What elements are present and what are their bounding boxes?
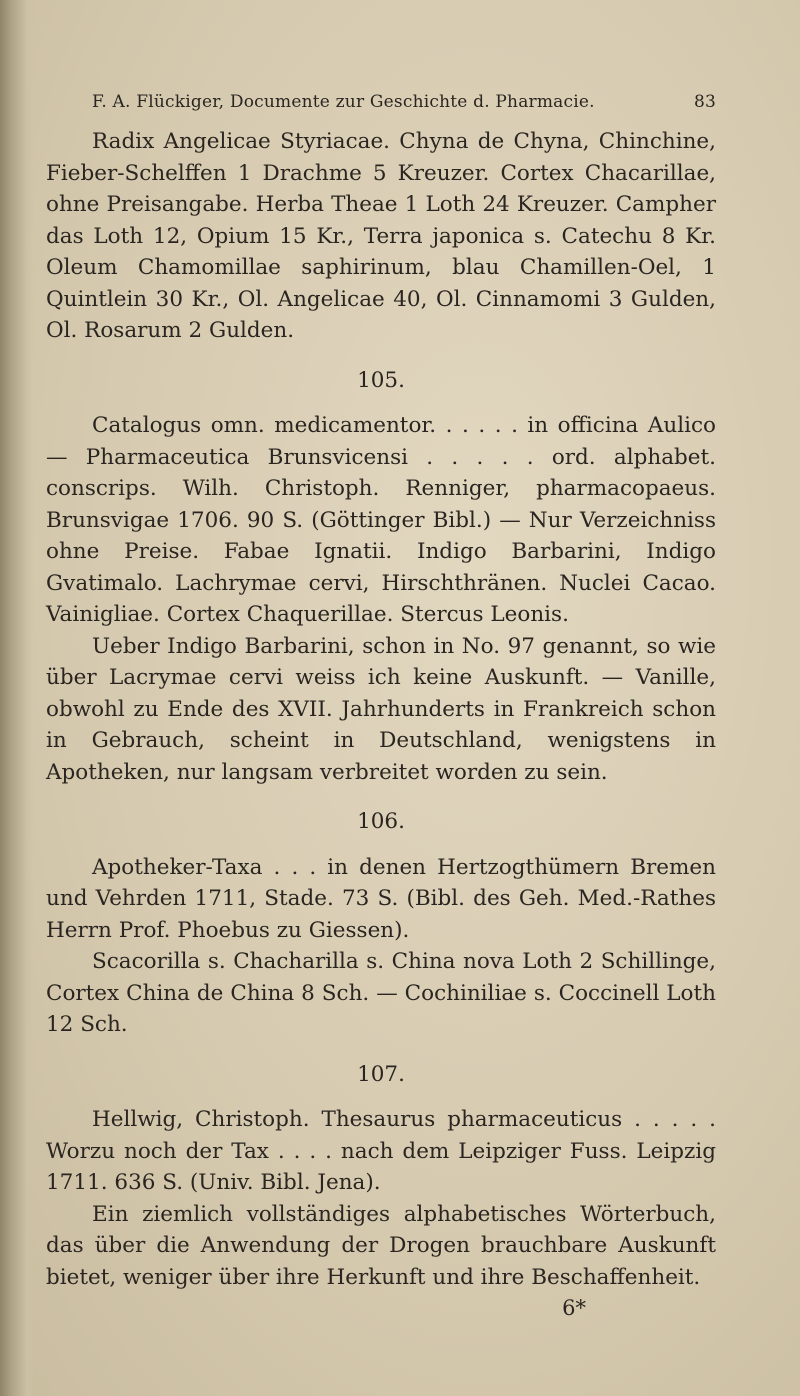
book-spine-shadow <box>0 0 34 1396</box>
entry-106-items: Scacorilla s. Chacharilla s. China nova Loth 2 Schillinge, Cortex China de China 8 Sch. — Cochiniliae s. Coccinell Loth 12 Sch. <box>46 949 716 1037</box>
entry-107-commentary: Ein ziemlich vollständiges alphabetisches Wörterbuch, das über die Anwendung der Drogen brauchbare Auskunft bietet, weniger über ihre Herkunft und ihre Beschaffenheit. <box>46 1201 716 1290</box>
entry-number-105: 105. <box>357 367 405 393</box>
running-title: F. A. Flückiger, Documente zur Geschichte d. Pharmacie. <box>92 92 595 112</box>
entry-105-citation: Catalogus omn. medicamentor. . . . . . in officina Aulico — Pharmaceutica Brunsvicensi . . . . . ord. alphabet. conscrips. Wilh. Christoph. Renniger, pharmacopaeus. Brunsvigae 1706. 90 S. (Göttinger Bibl.) — Nur Verzeichniss ohne Preise. Fabae Ignatii. Indigo Barbarini, Indigo Gvatimalo. Lachrymae cervi, Hirschthränen. Nuclei Cacao. Vainigliae. Cortex Chaquerillae. Stercus Leonis. <box>46 413 716 627</box>
entry-number-106: 106. <box>357 809 405 834</box>
entry-105-commentary: Ueber Indigo Barbarini, schon in No. 97 genannt, so wie über Lacrymae cervi weiss ich keine Auskunft. — Vanille, obwohl zu Ende des XVII. Jahrhunderts in Frankreich schon in Gebrauch, scheint in Deutschland, wenigstens in Apotheken, nur langsam verbreitet worden zu sein. <box>46 633 716 785</box>
entry-104-text: Radix Angelicae Styriacae. Chyna de Chyna, Chinchine, Fieber-Schelffen 1 Drachme 5 Kreuzer. Cortex Chacarillae, ohne Preisangabe. Herba Theae 1 Loth 24 Kreuzer. Campher das Loth 12, Opium 15 Kr., Terra japonica s. Catechu 8 Kr. Oleum Chamomillae saphirinum, blau Chamillen-Oel, 1 Quintlein 30 Kr., Ol. Angelicae 40, Ol. Cinnamomi 3 Gulden, Ol. Rosarum 2 Gulden. <box>46 129 716 343</box>
entry-107-citation: Hellwig, Christoph. Thesaurus pharmaceuticus . . . . . Worzu noch der Tax . . . . nach dem Leipziger Fuss. Leipzig 1711. 636 S. (Univ. Bibl. Jena). <box>46 1107 716 1195</box>
entry-number-107: 107. <box>357 1061 405 1087</box>
running-header <box>92 92 716 126</box>
page-content <box>46 92 716 1323</box>
page-number: 83 <box>693 92 716 112</box>
signature-mark: 6* <box>562 1296 586 1320</box>
entry-106-citation: Apotheker-Taxa . . . in denen Hertzogthümern Bremen und Vehrden 1711, Stade. 73 S. (Bibl. des Geh. Med.-Rathes Herrn Prof. Phoebus zu Giessen). <box>46 854 716 943</box>
